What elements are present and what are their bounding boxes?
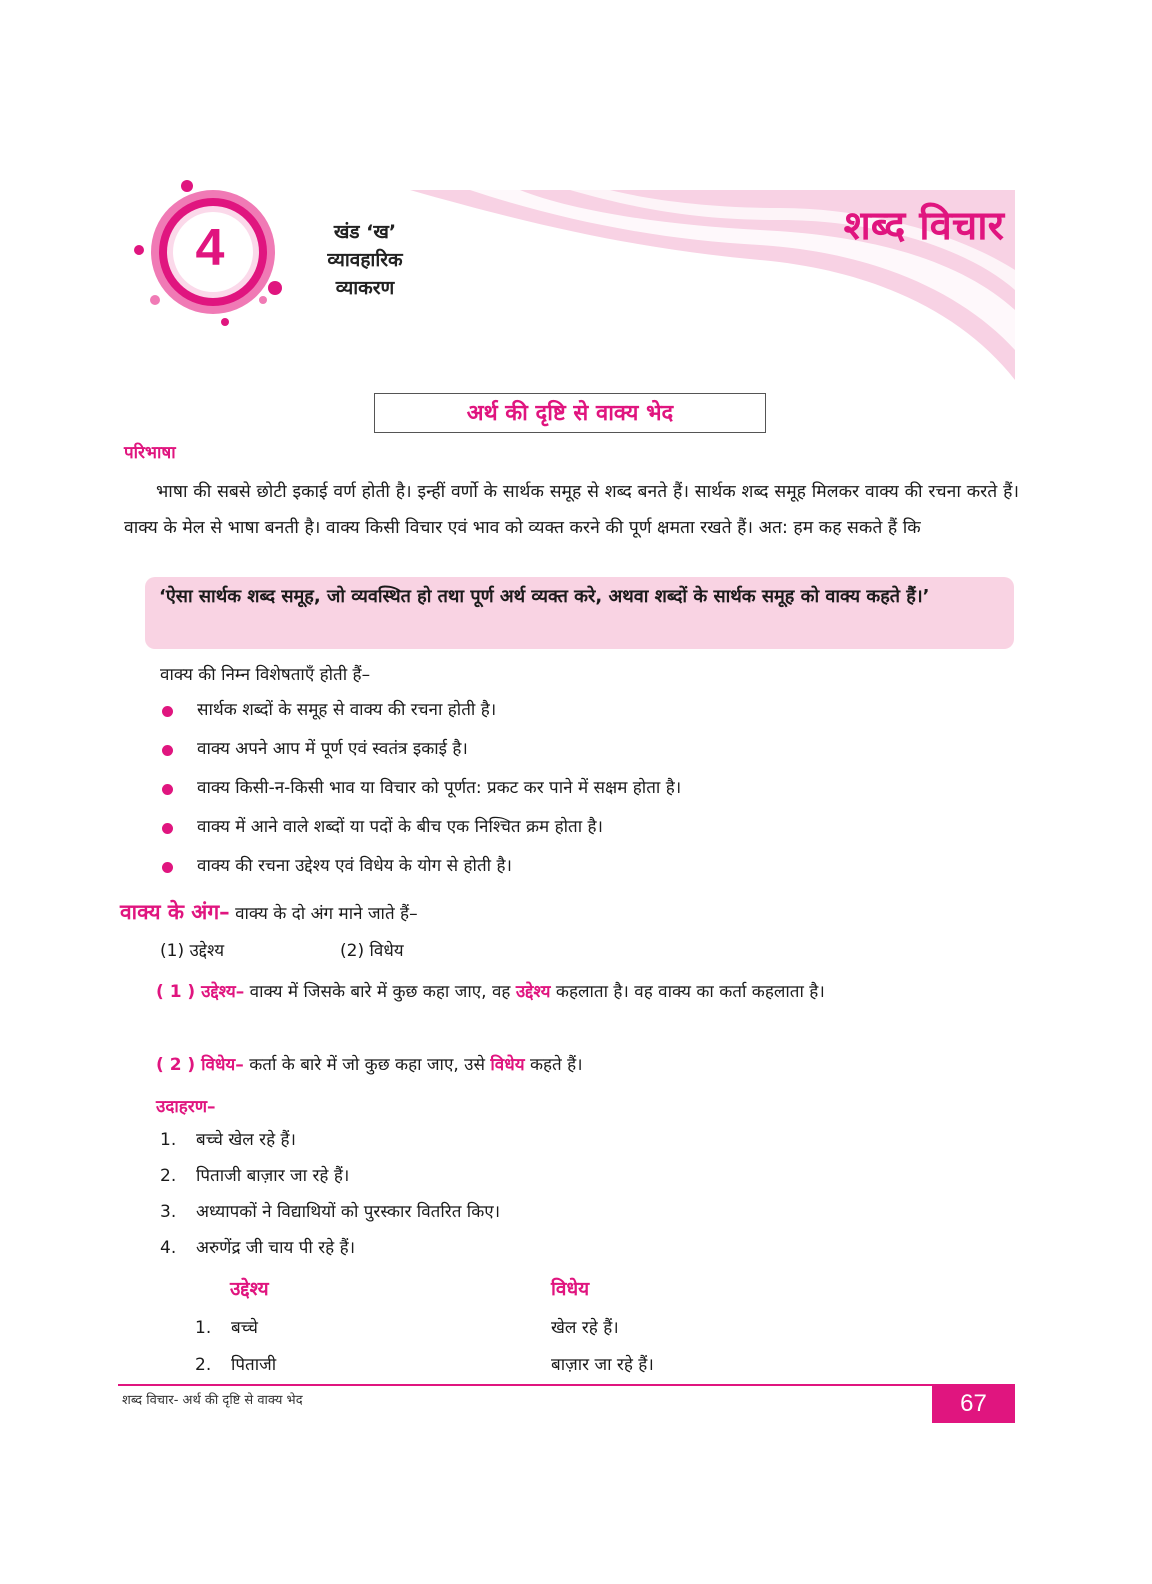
row-subject: बच्चे (231, 1318, 258, 1338)
chapter-title: शब्द विचार (843, 202, 1004, 249)
sentence-parts-list (160, 938, 404, 961)
chapter-number: 4 (195, 219, 225, 277)
example-text: अध्यापकों ने विद्याथियों को पुरस्कार वितरित किए। (196, 1202, 501, 1222)
subject-term: उद्देश्य (515, 982, 551, 1002)
list-item (160, 734, 681, 773)
definition-highlight-text: ‘ऐसा सार्थक शब्द समूह, जो व्यवस्थित हो तथा पूर्ण अर्थ व्यक्त करे, अथवा शब्दों के सार्थक समूह को वाक्य कहते हैं।’ (159, 586, 930, 607)
table-row (195, 1352, 276, 1375)
feature-text: वाक्य की रचना उद्देश्य एवं विधेय के योग से होती है। (197, 856, 512, 876)
definition-highlight-box (145, 577, 1014, 649)
predicate-term: विधेय (490, 1055, 525, 1075)
feature-text: सार्थक शब्दों के समूह से वाक्य की रचना होती है। (197, 700, 497, 720)
predicate-text-after: कहते हैं। (529, 1055, 583, 1075)
sentence-parts-text: वाक्य के दो अंग माने जाते हैं– (235, 904, 418, 924)
feature-text: वाक्य किसी-न-किसी भाव या विचार को पूर्णत: प्रकट कर पाने में सक्षम होता है। (197, 778, 682, 798)
bullet-icon (162, 706, 173, 717)
footer-running-title: शब्द विचार- अर्थ की दृष्टि से वाक्य भेद (122, 1393, 303, 1408)
example-number: 1. (160, 1130, 177, 1150)
definition-paragraph: भाषा की सबसे छोटी इकाई वर्ण होती है। इन्हीं वर्णो के सार्थक समूह से शब्द बनते हैं। सार्थक शब्द समूह मिलकर वाक्य की रचना करते हैं। वाक्य के मेल से भाषा बनती है। वाक्य किसी विचार एवं भाव को व्यक्त करने की पूर्ण क्षमता रखते हैं। अत: हम कह सकते हैं कि (124, 482, 1019, 538)
example-number: 3. (160, 1202, 177, 1222)
features-list (160, 695, 681, 890)
list-item (160, 851, 681, 890)
definition-heading: परिभाषा (124, 443, 176, 463)
table-header-predicate: विधेय (551, 1278, 590, 1300)
list-item (160, 812, 681, 851)
footer-divider (118, 1384, 1015, 1386)
predicate-text-before: कर्ता के बारे में जो कुछ कहा जाए, उसे (249, 1055, 485, 1075)
list-item (160, 1198, 500, 1234)
bullet-icon (162, 745, 173, 756)
subject-label: ( 1 ) उद्देश्य– (156, 982, 245, 1002)
features-intro: वाक्य की निम्न विशेषताएँ होती हैं– (160, 665, 371, 685)
row-predicate: खेल रहे हैं। (551, 1318, 619, 1338)
predicate-label: ( 2 ) विधेय– (156, 1055, 244, 1075)
subject-definition (120, 975, 1017, 1009)
list-item (160, 1126, 500, 1162)
row-number: 2. (195, 1355, 212, 1375)
example-text: बच्चे खेल रहे हैं। (196, 1130, 297, 1150)
examples-heading: उदाहरण– (156, 1097, 216, 1117)
example-number: 2. (160, 1166, 177, 1186)
feature-text: वाक्य में आने वाले शब्दों या पदों के बीच एक निश्चित क्रम होता है। (197, 817, 603, 837)
list-item (160, 695, 681, 734)
example-text: अरुणेंद्र जी चाय पी रहे हैं। (196, 1238, 356, 1258)
section-line-2: व्यावहारिक (327, 249, 403, 271)
part-item-1: (1) उद्देश्य (160, 941, 225, 961)
feature-text: वाक्य अपने आप में पूर्ण एवं स्वतंत्र इकाई है। (197, 739, 468, 759)
row-number: 1. (195, 1318, 212, 1338)
list-item (160, 1162, 500, 1198)
row-subject: पिताजी (231, 1355, 277, 1375)
table-header-subject: उद्देश्य (230, 1278, 269, 1300)
row-predicate: बाज़ार जा रहे हैं। (551, 1355, 654, 1375)
section-label (300, 218, 430, 302)
sentence-parts-label: वाक्य के अंग– (120, 900, 230, 924)
bullet-icon (162, 862, 173, 873)
example-text: पिताजी बाज़ार जा रहे हैं। (196, 1166, 350, 1186)
sentence-parts-line (120, 898, 418, 926)
part-item-2: (2) विधेय (340, 941, 404, 961)
table-row (195, 1315, 258, 1338)
topic-title: अर्थ की दृष्टि से वाक्य भेद (374, 393, 766, 433)
example-number: 4. (160, 1238, 177, 1258)
section-line-3: व्याकरण (335, 277, 395, 299)
subject-text-before: वाक्य में जिसके बारे में कुछ कहा जाए, वह (249, 982, 511, 1002)
list-item (160, 1234, 500, 1270)
bullet-icon (162, 823, 173, 834)
bullet-icon (162, 784, 173, 795)
examples-list (160, 1126, 500, 1270)
section-line-1: खंड ‘ख’ (333, 221, 397, 243)
predicate-definition (156, 1052, 583, 1075)
page-number: 67 (932, 1385, 1015, 1423)
list-item (160, 773, 681, 812)
subject-text-after: कहलाता है। वह वाक्य का कर्ता कहलाता है। (555, 982, 825, 1002)
